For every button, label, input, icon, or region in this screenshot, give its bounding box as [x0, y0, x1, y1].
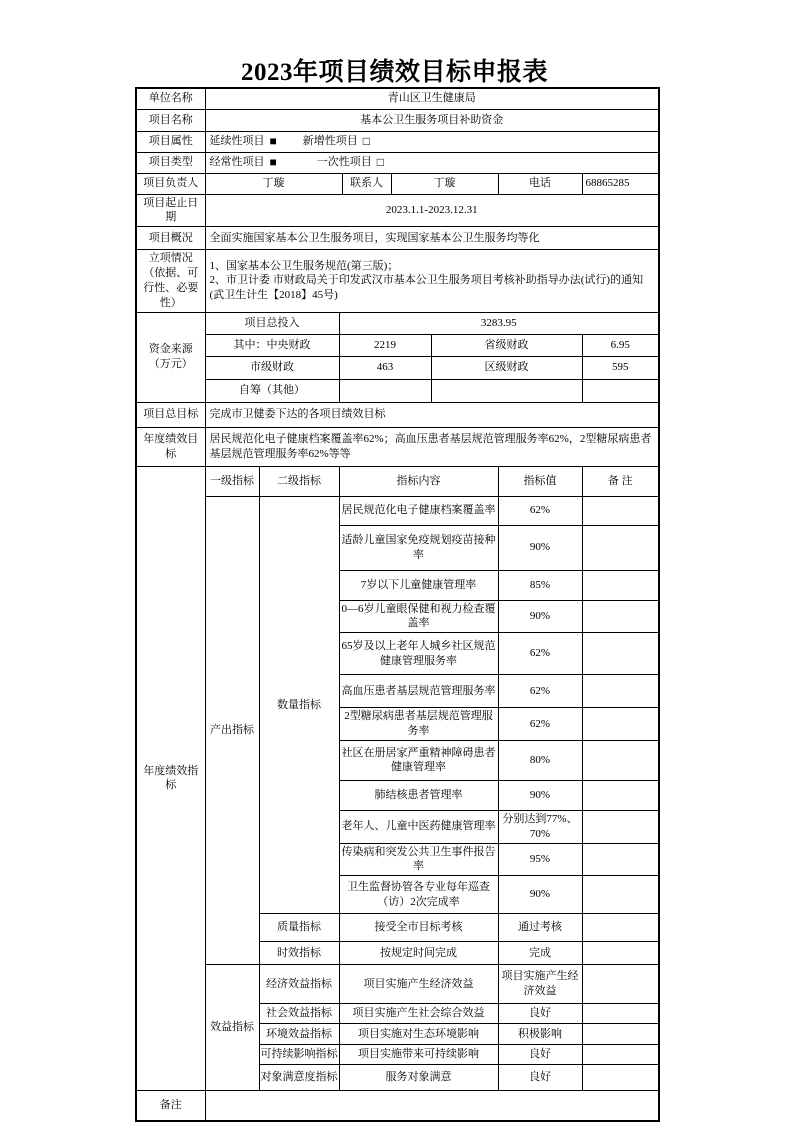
indicator-value: 90% [498, 525, 582, 570]
funding-empty-cell [431, 379, 582, 402]
indicator-value: 良好 [498, 1065, 582, 1091]
indicator-content: 项目实施对生态环境影响 [339, 1024, 498, 1045]
benefit-row-label: 社会效益指标 [259, 1004, 339, 1024]
funding-municipal-value: 463 [339, 356, 431, 379]
indicator-content: 老年人、儿童中医药健康管理率 [339, 810, 498, 843]
indicator-remark [582, 496, 659, 525]
indicator-value: 90% [498, 600, 582, 633]
form-table [135, 87, 660, 1122]
table-row [136, 1091, 659, 1121]
project-name-label: 项目名称 [136, 109, 205, 131]
funding-district-value: 595 [582, 356, 659, 379]
indicator-content: 7岁以下儿童健康管理率 [339, 570, 498, 600]
funding-total-value: 3283.95 [339, 312, 659, 334]
contact-person-label: 联系人 [342, 173, 391, 194]
type-option1-label: 经常性项目 [209, 156, 265, 169]
indicator-value: 62% [498, 633, 582, 675]
contact-person-value: 丁璇 [391, 173, 498, 194]
overall-goal-label: 项目总目标 [136, 402, 205, 427]
indicator-content: 65岁及以上老年人城乡社区规范健康管理服务率 [339, 633, 498, 675]
indicator-remark [582, 525, 659, 570]
table-row [136, 227, 659, 250]
checkbox-checked-icon: ■ [269, 134, 277, 149]
project-name-value: 基本公卫生服务项目补助资金 [205, 109, 659, 131]
table-row [136, 312, 659, 334]
funding-total-label: 项目总投入 [205, 312, 339, 334]
table-row [136, 496, 659, 525]
indicator-remark [582, 675, 659, 708]
benefit-row-label: 可持续影响指标 [259, 1045, 339, 1065]
indicator-content: 肺结核患者管理率 [339, 780, 498, 810]
indicator-value: 85% [498, 570, 582, 600]
indicator-value: 通过考核 [498, 914, 582, 942]
indicator-content: 卫生监督协管各专业每年巡查（访）2次完成率 [339, 876, 498, 914]
annual-indicators-section-label: 年度绩效指标 [136, 466, 205, 1091]
table-row [136, 152, 659, 173]
checkbox-unchecked-icon: □ [376, 155, 384, 170]
indicator-content: 服务对象满意 [339, 1065, 498, 1091]
indicator-remark [582, 1045, 659, 1065]
indicator-remark [582, 914, 659, 942]
phone-value: 68865285 [582, 173, 659, 194]
annual-goal-label: 年度绩效目标 [136, 427, 205, 466]
funding-central-label: 其中：中央财政 [205, 334, 339, 356]
funding-central-value: 2219 [339, 334, 431, 356]
indicator-value: 分别达到77%、70% [498, 810, 582, 843]
funding-empty-cell [582, 379, 659, 402]
indicator-content: 2型糖尿病患者基层规范管理服务率 [339, 708, 498, 741]
project-leader-value: 丁璇 [205, 173, 342, 194]
type-option2-label: 一次性项目 [316, 156, 372, 169]
unit-name-label: 单位名称 [136, 88, 205, 109]
benefit-indicator-label: 效益指标 [205, 965, 259, 1091]
indicator-content: 项目实施产生社会综合效益 [339, 1004, 498, 1024]
indicator-content: 接受全市目标考核 [339, 914, 498, 942]
project-leader-label: 项目负责人 [136, 173, 205, 194]
indicator-content: 适龄儿童国家免疫规划疫苗接种率 [339, 525, 498, 570]
approval-line-1: 1、国家基本公卫生服务规范(第三版)； [209, 259, 399, 272]
approval-status-value [205, 250, 659, 312]
funding-municipal-label: 市级财政 [205, 356, 339, 379]
table-row [136, 427, 659, 466]
table-row [136, 379, 659, 402]
indicator-remark [582, 1065, 659, 1091]
project-dates-label: 项目起止日期 [136, 194, 205, 227]
indicator-content: 0—6岁儿童眼保健和视力检查覆盖率 [339, 600, 498, 633]
indicator-remark [582, 708, 659, 741]
indicator-remark [582, 876, 659, 914]
indicator-remark [582, 1024, 659, 1045]
indicator-content: 高血压患者基层规范管理服务率 [339, 675, 498, 708]
funding-self-label: 自筹（其他） [205, 379, 339, 402]
indicator-content: 项目实施带来可持续影响 [339, 1045, 498, 1065]
table-row [136, 466, 659, 496]
indicator-remark [582, 570, 659, 600]
project-overview-label: 项目概况 [136, 227, 205, 250]
indicator-remark [582, 740, 659, 780]
indicator-remark [582, 600, 659, 633]
benefit-row-label: 环境效益指标 [259, 1024, 339, 1045]
project-attribute-label: 项目属性 [136, 131, 205, 152]
indicator-value: 积极影响 [498, 1024, 582, 1045]
overall-goal-value: 完成市卫健委下达的各项目绩效目标 [205, 402, 659, 427]
indicator-value: 62% [498, 496, 582, 525]
indicator-remark [582, 780, 659, 810]
annual-goal-value: 居民规范化电子健康档案覆盖率62%；高血压患者基层规范管理服务率62%，2型糖尿病患者基层规范管理服务率62%等等 [205, 427, 659, 466]
indicator-value: 良好 [498, 1004, 582, 1024]
indicator-content: 项目实施产生经济效益 [339, 965, 498, 1004]
indicator-value: 62% [498, 675, 582, 708]
indicator-content: 居民规范化电子健康档案覆盖率 [339, 496, 498, 525]
indicator-value: 90% [498, 876, 582, 914]
attribute-option1-label: 延续性项目 [209, 135, 265, 148]
table-row [136, 250, 659, 312]
page-title: 2023年项目绩效目标申报表 [240, 59, 548, 86]
indicator-value: 项目实施产生经济效益 [498, 965, 582, 1004]
table-row [136, 356, 659, 379]
funding-provincial-label: 省级财政 [431, 334, 582, 356]
checkbox-unchecked-icon: □ [362, 134, 370, 149]
project-dates-value: 2023.1.1-2023.12.31 [205, 194, 659, 227]
checkbox-checked-icon: ■ [269, 155, 277, 170]
remark-label: 备注 [136, 1091, 205, 1121]
indicator-content: 社区在册居家严重精神障碍患者健康管理率 [339, 740, 498, 780]
project-type-label: 项目类型 [136, 152, 205, 173]
indicator-remark [582, 810, 659, 843]
phone-label: 电话 [498, 173, 582, 194]
funding-district-label: 区级财政 [431, 356, 582, 379]
indicator-content: 按规定时间完成 [339, 942, 498, 965]
indicator-value: 62% [498, 708, 582, 741]
output-indicator-label: 产出指标 [205, 496, 259, 965]
remark-value [205, 1091, 659, 1121]
indicator-content: 传染病和突发公共卫生事件报告率 [339, 843, 498, 876]
indicator-value: 95% [498, 843, 582, 876]
table-row [136, 88, 659, 109]
indicator-value: 良好 [498, 1045, 582, 1065]
timeliness-indicator-label: 时效指标 [259, 942, 339, 965]
header-remark: 备 注 [582, 466, 659, 496]
indicator-remark [582, 1004, 659, 1024]
attribute-option2-label: 新增性项目 [302, 135, 358, 148]
indicator-remark [582, 633, 659, 675]
table-row [136, 173, 659, 194]
indicator-value: 完成 [498, 942, 582, 965]
quantity-indicator-label: 数量指标 [259, 496, 339, 914]
indicator-value: 80% [498, 740, 582, 780]
funding-provincial-value: 6.95 [582, 334, 659, 356]
project-type-options [205, 152, 659, 173]
unit-name-value: 青山区卫生健康局 [205, 88, 659, 109]
funding-source-label: 资金来源（万元） [136, 312, 205, 402]
funding-self-value [339, 379, 431, 402]
header-value: 指标值 [498, 466, 582, 496]
table-row [136, 109, 659, 131]
benefit-row-label: 对象满意度指标 [259, 1065, 339, 1091]
indicator-remark [582, 843, 659, 876]
header-level1: 一级指标 [205, 466, 259, 496]
approval-status-label: 立项情况（依据、可行性、必要性） [136, 250, 205, 312]
indicator-remark [582, 942, 659, 965]
indicator-remark [582, 965, 659, 1004]
project-overview-value: 全面实施国家基本公卫生服务项目，实现国家基本公卫生服务均等化 [205, 227, 659, 250]
indicator-value: 90% [498, 780, 582, 810]
quality-indicator-label: 质量指标 [259, 914, 339, 942]
header-content: 指标内容 [339, 466, 498, 496]
table-row [136, 402, 659, 427]
table-row [136, 131, 659, 152]
table-row [136, 334, 659, 356]
header-level2: 二级指标 [259, 466, 339, 496]
project-attribute-options [205, 131, 659, 152]
table-row [136, 965, 659, 1004]
benefit-row-label: 经济效益指标 [259, 965, 339, 1004]
table-row [136, 194, 659, 227]
approval-line-2: 2、市卫计委 市财政局关于印发武汉市基本公卫生服务项目考核补助指导办法(试行)的通知(武卫生计生【2018】45号) [209, 274, 644, 302]
